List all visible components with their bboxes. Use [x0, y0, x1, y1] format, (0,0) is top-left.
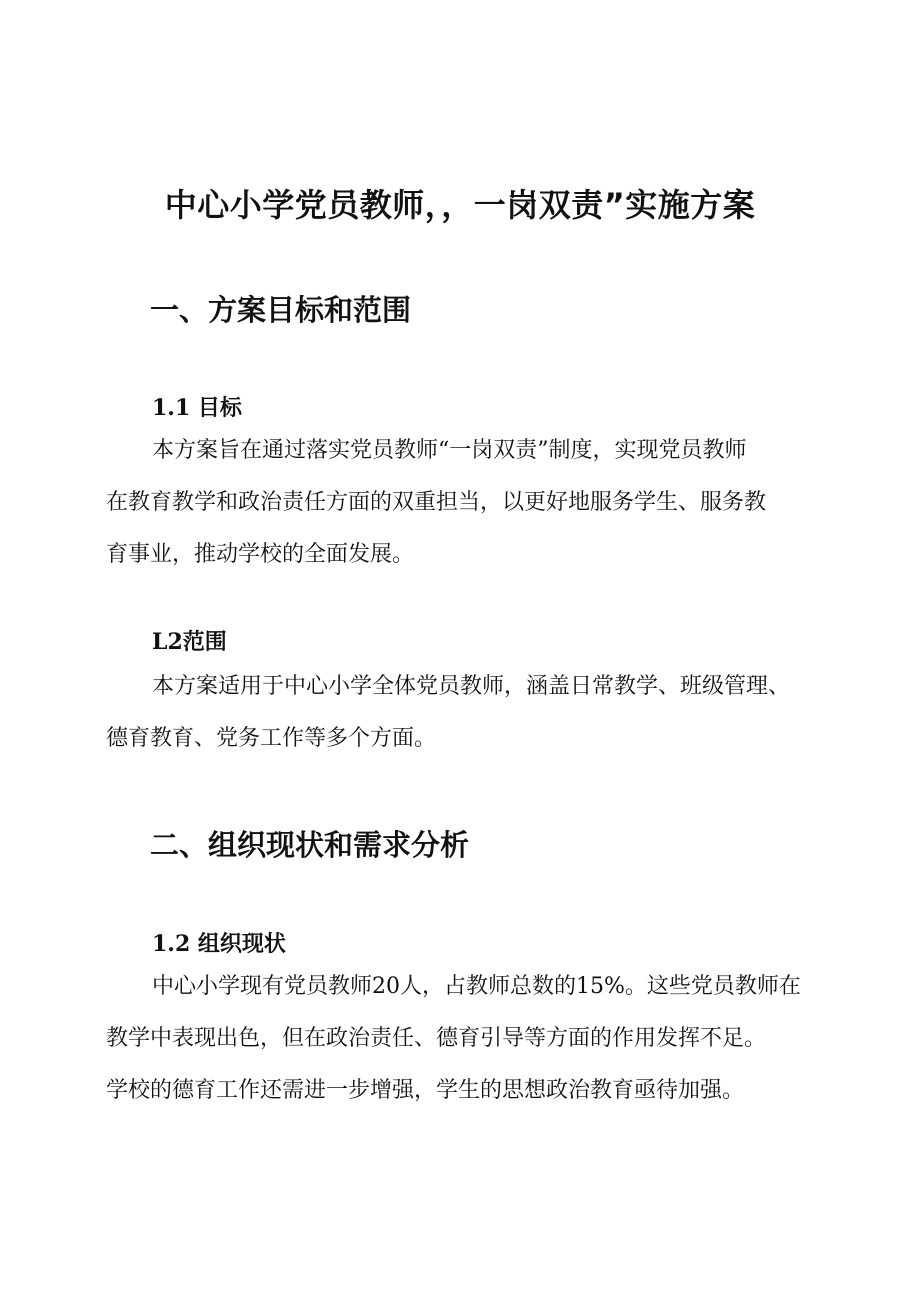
- document-title: 中心小学党员教师，，一岗双责”实施方案: [164, 186, 756, 224]
- section-1-heading: 一、方案目标和范围: [150, 293, 412, 327]
- paragraph-line: 德育教育、党务工作等多个方面。: [106, 726, 437, 751]
- paragraph-line: 中心小学现有党员教师20人，占教师总数的15%。这些党员教师在: [152, 974, 801, 999]
- subsection-1-1-label: 1.1 目标: [152, 395, 242, 421]
- paragraph-line: 本方案旨在通过落实党员教师“一岗双责”制度，实现党员教师: [152, 438, 747, 463]
- subsection-1-1-paragraph: [106, 425, 826, 581]
- paragraph-line: 教学中表现出色，但在政治责任、德育引导等方面的作用发挥不足。: [106, 1026, 767, 1051]
- subsection-1-2-paragraph: [106, 661, 826, 765]
- paragraph-line: 本方案适用于中心小学全体党员教师，涵盖日常教学、班级管理、: [152, 674, 791, 699]
- subsection-2-1-paragraph: [106, 961, 826, 1117]
- paragraph-line: 育事业，推动学校的全面发展。: [106, 542, 415, 567]
- section-2-heading: 二、组织现状和需求分析: [150, 828, 470, 862]
- paragraph-line: 在教育教学和政治责任方面的双重担当，以更好地服务学生、服务教: [106, 490, 767, 515]
- paragraph-line: 学校的德育工作还需进一步增强，学生的思想政治教育亟待加强。: [106, 1078, 745, 1103]
- subsection-2-1-label: 1.2 组织现状: [152, 931, 286, 957]
- subsection-1-2-label: L2范围: [152, 629, 227, 655]
